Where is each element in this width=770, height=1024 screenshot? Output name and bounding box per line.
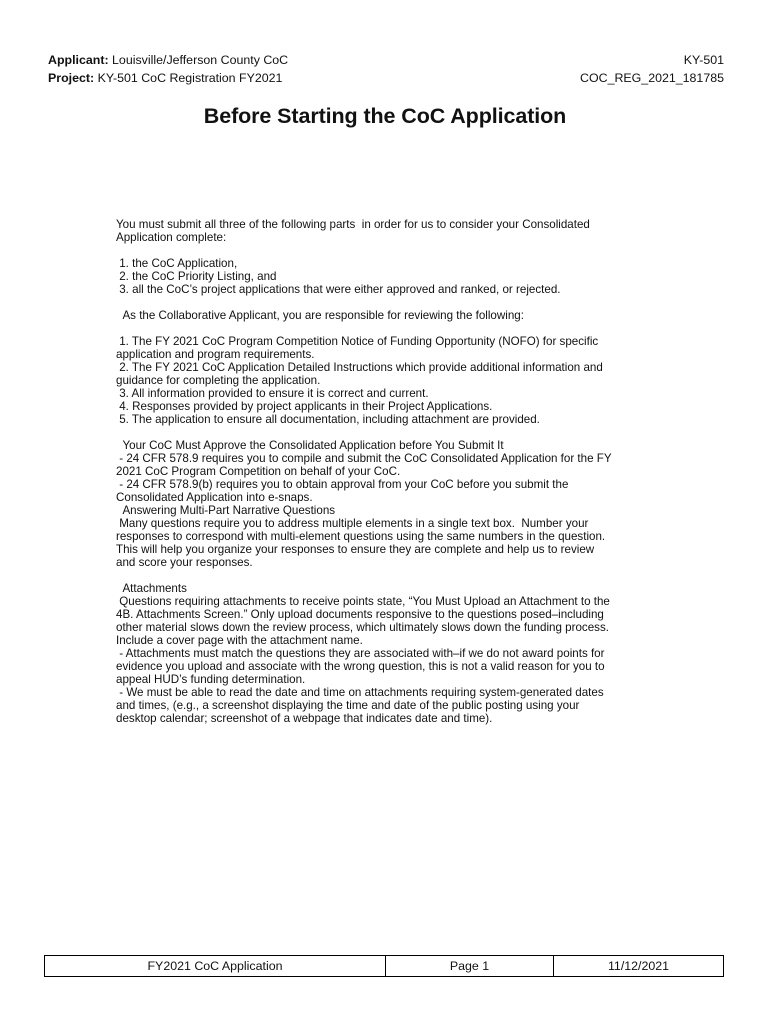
blank-line	[116, 569, 664, 582]
blank-line	[116, 426, 664, 439]
body-line: 5. The application to ensure all documentation, including attachment are provided.	[116, 413, 540, 426]
body-line: evidence you upload and associate with the wrong question, this is not a valid reason for you to	[116, 660, 605, 673]
body-line: 3. all the CoC’s project applications that were either approved and ranked, or rejected.	[116, 283, 561, 296]
body-line: - 24 CFR 578.9 requires you to compile and submit the CoC Consolidated Application for the FY	[116, 452, 612, 465]
header-row-project	[48, 69, 724, 87]
body-line: Questions requiring attachments to receive points state, “You Must Upload an Attachment to the	[116, 595, 610, 608]
body-line: other material slows down the review process, which ultimately slows down the funding process.	[116, 621, 609, 634]
body-line: 1. the CoC Application,	[116, 257, 238, 270]
body-line: desktop calendar; screenshot of a webpage that indicates date and time).	[116, 712, 493, 725]
body-line: This will help you organize your responses to ensure they are complete and help us to review	[116, 543, 595, 556]
body-line: application and program requirements.	[116, 348, 315, 361]
body-line: You must submit all three of the following parts in order for us to consider your Consolidated	[116, 218, 590, 231]
applicant-info	[48, 51, 288, 69]
body-line: 1. The FY 2021 CoC Program Competition Notice of Funding Opportunity (NOFO) for specific	[116, 335, 599, 348]
page-title: Before Starting the CoC Application	[203, 104, 567, 128]
footer-page-number: Page 1	[386, 956, 554, 976]
applicant-label: Applicant:	[48, 53, 109, 67]
body-line: - We must be able to read the date and time on attachments requiring system-generated dates	[116, 686, 604, 699]
project-info	[48, 69, 282, 87]
body-line: and times, (e.g., a screenshot displaying the time and date of the public posting using your	[116, 699, 580, 712]
body-line: 2021 CoC Program Competition on behalf of your CoC.	[116, 465, 401, 478]
body-line: 4. Responses provided by project applicants in their Project Applications.	[116, 400, 493, 413]
blank-line	[116, 322, 664, 335]
body-line: - Attachments must match the questions they are associated with–if we do not award points for	[116, 647, 605, 660]
body-line: Many questions require you to address multiple elements in a single text box. Number your	[116, 517, 589, 530]
body-line: Attachments	[116, 582, 187, 595]
blank-line	[116, 296, 664, 309]
page-header	[48, 51, 724, 87]
footer-date: 11/12/2021	[607, 959, 670, 973]
body-line: Your CoC Must Approve the Consolidated Application before You Submit It	[116, 439, 504, 452]
body-line: guidance for completing the application.	[116, 374, 321, 387]
header-row-applicant	[48, 51, 724, 69]
body-line: 4B. Attachments Screen.” Only upload documents responsive to the questions posed–including	[116, 608, 604, 621]
project-value: KY-501 CoC Registration FY2021	[97, 71, 283, 85]
blank-line	[116, 244, 664, 257]
body-line: appeal HUD’s funding determination.	[116, 673, 306, 686]
body-line: Include a cover page with the attachment name.	[116, 634, 363, 647]
body-line: 2. The FY 2021 CoC Application Detailed Instructions which provide additional information and	[116, 361, 603, 374]
body-line: 3. All information provided to ensure it is correct and current.	[116, 387, 429, 400]
body-line: Answering Multi-Part Narrative Questions	[116, 504, 336, 517]
body-line: 2. the CoC Priority Listing, and	[116, 270, 277, 283]
body-line: and score your responses.	[116, 556, 253, 569]
coc-code: KY-501	[683, 53, 724, 67]
body-line: - 24 CFR 578.9(b) requires you to obtain approval from your CoC before you submit the	[116, 478, 569, 491]
body-line: Consolidated Application into e-snaps.	[116, 491, 313, 504]
body-line: Application complete:	[116, 231, 227, 244]
page-footer	[44, 955, 724, 977]
applicant-value: Louisville/Jefferson County CoC	[112, 53, 289, 67]
footer-app-name: FY2021 CoC Application	[45, 956, 386, 976]
body-line: responses to correspond with multi-element questions using the same numbers in the question.	[116, 530, 606, 543]
instructions-body	[116, 218, 664, 725]
registration-id: COC_REG_2021_181785	[580, 71, 724, 85]
project-label: Project:	[48, 71, 95, 85]
body-line: As the Collaborative Applicant, you are responsible for reviewing the following:	[116, 309, 524, 322]
